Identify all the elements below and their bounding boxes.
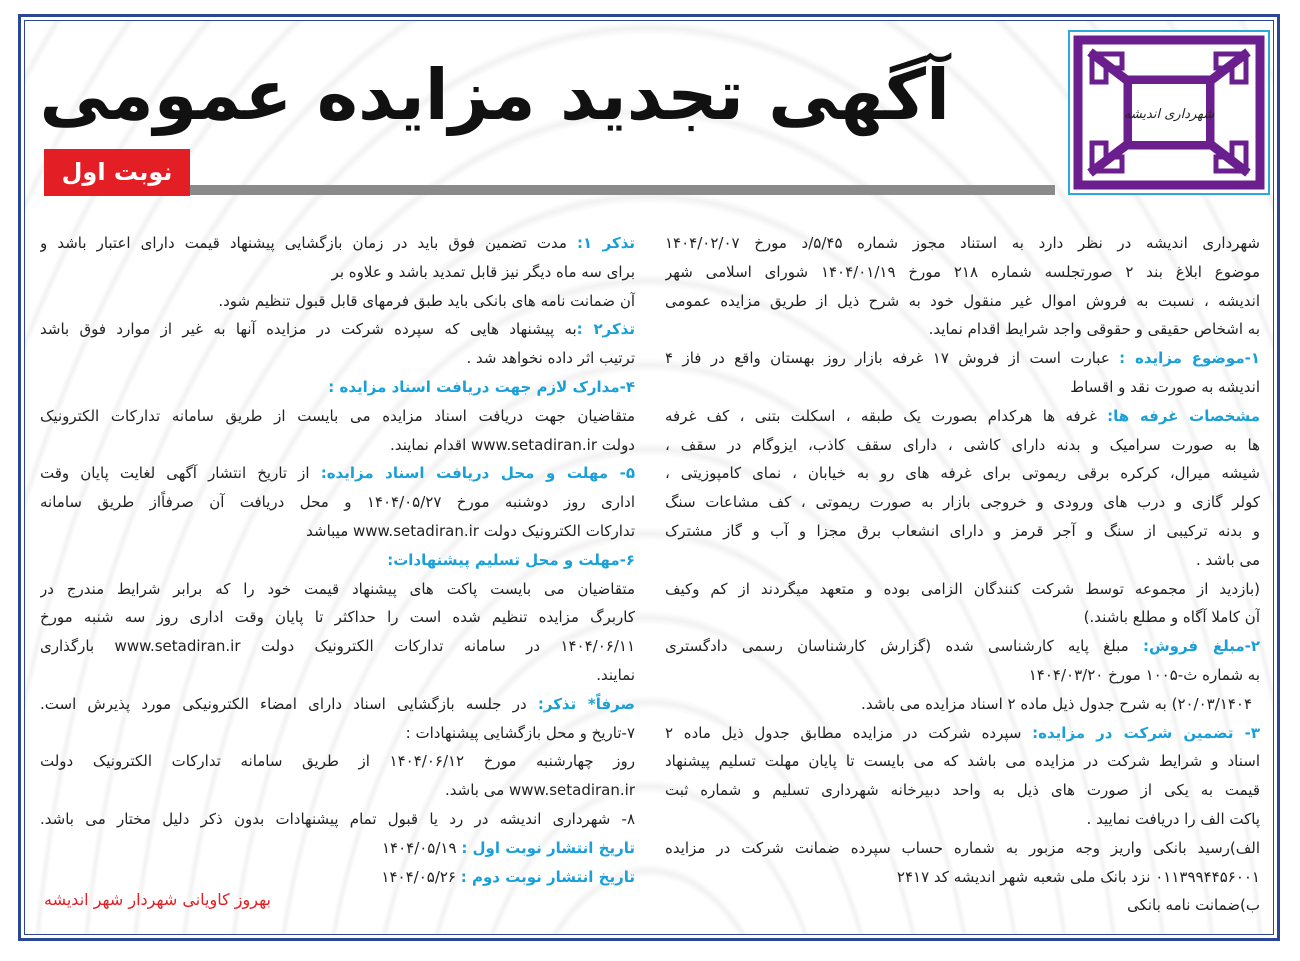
text-line [665,344,1260,373]
text-line [40,517,635,546]
text-line [665,776,1260,805]
text-line [40,488,635,517]
page-title: آگهی تجدید مزایده عمومی [39,54,950,136]
line-text: اداری روز دوشنبه مورخ ۱۴۰۴/۰۵/۲۷ و محل دریافت آن صرفاًاز طریق سامانه [40,493,635,512]
text-line [665,373,1260,402]
section-label: تذکر۲ : [576,320,635,339]
line-text: موضوع ابلاغ بند ۲ صورتجلسه شماره ۲۱۸ مورخ ۱۴۰۴/۰۱/۱۹ شورای اسلامی شهر [665,262,1260,281]
text-line [40,229,635,258]
text-line [40,287,635,316]
text-line [665,891,1260,920]
text-line [40,459,635,488]
text-line [665,431,1260,460]
text-line [665,287,1260,316]
section-label: تذکر ۱: [576,234,635,252]
section-label: ۶-مهلت و محل تسلیم پیشنهادات: [387,550,635,569]
line-text: آن ضمانت نامه های بانکی باید طبق فرمهای قابل قبول تنظیم شود. [218,291,635,310]
text-line [40,776,635,805]
line-text: مبلغ پایه کارشناسی شده (گزارش کارشناسان رسمی دادگستری [665,637,1143,656]
text-line [665,459,1260,488]
line-text: الف)رسید بانکی واریز وجه مزبور به شماره حساب سپرده ضمانت شرکت در مزایده [665,838,1260,857]
text-line [665,632,1260,661]
line-text: کولر گازی و درب های ورودی و خروجی بازار به صورت ریموتی ، کف مشاعات سنگ [665,493,1260,512]
line-text: و بدنه ترکیبی از سنگ و آجر قرمز و دارای انشعاب برق مجزا و آب و گاز مشترک [665,521,1260,540]
section-label: ۴-مدارک لازم جهت دریافت اسناد مزایده : [328,377,635,396]
text-line [40,603,635,632]
text-line [665,546,1260,575]
section-label: تاریخ انتشار نوبت اول : [461,838,635,857]
line-text: تدارکات الکترونیک دولت www.setadiran.ir میباشد [306,521,635,540]
line-text: به اشخاص حقیقی و حقوقی واجد شرایط اقدام نماید. [928,320,1260,339]
text-line [40,805,635,834]
text-line [40,315,635,344]
section-label: ۵- مهلت و محل دریافت اسناد مزایده: [320,464,635,483]
line-text: دولت www.setadiran.ir اقدام نمایند. [390,435,635,454]
line-text: آن کاملا آگاه و مطلع باشند.) [1083,608,1260,627]
text-line [665,488,1260,517]
line-text: متقاضیان می بایست پاکت های پیشنهاد قیمت خود را که برابر شرایط مندرج در [40,579,635,598]
text-line [665,603,1260,632]
text-line [665,690,1260,719]
text-line [40,863,635,892]
line-text: اسناد و شرایط شرکت در مزایده می باشد که می بایست تا پایان مهلت تسلیم پیشنهاد [665,752,1260,771]
text-line [665,805,1260,834]
text-line [665,834,1260,863]
line-text: به شماره ث-۱۰۰۵ مورخ ۱۴۰۴/۰۳/۲۰ [1028,665,1260,684]
line-text: نمایند. [596,665,635,684]
section-label: ۲-مبلغ فروش: [1142,637,1260,656]
section-label: مشخصات غرفه ها: [1107,406,1260,425]
line-text: ۱۴۰۴/۰۵/۲۶ [381,867,461,886]
line-text: اندیشه به صورت نقد و اقساط [1070,377,1260,396]
line-text: کاربرگ مزایده تنظیم شده است را حداکثر تا پایان وقت اداری روز سه شنبه مورخ [40,608,635,627]
line-text: از تاریخ انتشار آگهی لغایت پایان وقت [40,464,321,483]
line-text: غرفه ها هرکدام بصورت یک طبقه ، اسکلت بتنی ، کف غرفه [665,406,1108,425]
text-line [40,747,635,776]
line-text: قیمت به یکی از صورت های ذیل به واحد دبیرخانه شهرداری تسلیم و شماره ثبت [665,781,1260,800]
text-line [40,719,635,748]
text-line [665,719,1260,748]
text-line [665,575,1260,604]
line-text: ب)ضمانت نامه بانکی [1127,896,1260,915]
text-line [665,661,1260,690]
logo-emblem-icon [1070,32,1268,193]
line-text: می باشد . [1195,550,1260,569]
section-label: تاریخ انتشار نوبت دوم : [460,867,635,886]
line-text: به پیشنهاد هایی که سپرده شرکت در مزایده آنها به غیر از موارد فوق باشد [40,320,577,339]
line-text: (بازدید از مجموعه توسط شرکت کنندگان الزامی بوده و متعهد میگردند از کم وکیف [665,579,1260,598]
line-text: مدت تضمین فوق باید در زمان بازگشایی پیشنهاد قیمت دارای اعتبار باشد و [40,234,577,252]
text-line [665,747,1260,776]
logo-text: شهرداری اندیشه [1123,107,1215,122]
line-text: شیشه میرال، کرکره برقی ریموتی برای غرفه های رو به خیابان ، نمای کامپوزیتی ، [665,464,1260,483]
line-text: در جلسه بازگشایی اسناد دارای امضاء الکترونیکی مورد پذیرش است. [40,694,538,713]
line-text: www.setadiran.ir می باشد. [444,781,635,800]
left-column [40,229,635,891]
text-line [40,834,635,863]
text-line [40,661,635,690]
line-text: ترتیب اثر داده نخواهد شد . [466,349,635,368]
section-label: ۳- تضمین شرکت در مزایده: [1032,723,1260,742]
text-line [40,344,635,373]
text-line [40,632,635,661]
section-label: ۱-موضوع مزایده : [1119,349,1260,368]
municipality-logo [1068,30,1270,195]
text-line [665,863,1260,892]
text-line [40,258,635,287]
line-text: ها به صورت سرامیک و بدنه دارای کاشی ، دارای سقف کاذب، ایزوگام در سقف ، [665,435,1260,454]
text-line [665,258,1260,287]
header-divider [44,185,1055,195]
edition-badge: نوبت اول [44,149,190,196]
line-text: ۸- شهرداری اندیشه در رد یا قبول تمام پیشنهادات بدون ذکر دلیل مختار می باشد. [40,809,635,828]
line-text: سپرده شرکت در مزایده مطابق جدول ذیل ماده ۲ [665,723,1033,742]
line-text: ۱۴۰۴/۰۵/۱۹ [381,838,462,857]
text-line [665,229,1260,258]
text-line [40,690,635,719]
line-text: ۱۴۰۴/۰۶/۱۱ در سامانه تدارکات الکترونیک دولت www.setadiran.ir بارگذاری [40,637,635,656]
line-text: برای سه ماه دیگر نیز قابل تمدید باشد و علاوه بر [331,262,635,281]
line-text: متقاضیان جهت دریافت اسناد مزایده می بایست از طریق سامانه تدارکات الکترونیک [40,406,635,425]
text-line [40,373,635,402]
right-column [665,229,1260,920]
line-text: ۲۰/۰۳/۱۴۰۴) به شرح جدول ذیل ماده ۲ اسناد مزایده می باشد. [861,694,1252,713]
line-text: اندیشه ، نسبت به فروش اموال غیر منقول خود به شرح ذیل از طریق مزایده عمومی [665,291,1260,310]
signature: بهروز کاویانی شهردار شهر اندیشه [44,890,271,909]
text-line [665,402,1260,431]
text-line [40,402,635,431]
line-text: ۰۱۱۳۹۹۴۴۵۶۰۰۱ نزد بانک ملی شعبه شهر اندیشه کد ۲۴۱۷ [896,867,1260,886]
section-label: صرفاً* تذکر: [537,694,635,713]
text-line [40,431,635,460]
text-line [665,315,1260,344]
line-text: عبارت است از فروش ۱۷ غرفه بازار روز بهستان واقع در فاز ۴ [665,349,1120,368]
text-line [40,575,635,604]
line-text: روز چهارشنبه مورخ ۱۴۰۴/۰۶/۱۲ از طریق سامانه تدارکات الکترونیک دولت [40,752,635,771]
line-text: شهرداری اندیشه در نظر دارد به استناد مجوز شماره ۵/۴۵/د مورخ ۱۴۰۴/۰۲/۰۷ [665,234,1260,252]
text-line [40,546,635,575]
line-text: ۷-تاریخ و محل بازگشایی پیشنهادات : [405,723,635,742]
text-line [665,517,1260,546]
line-text: پاکت الف را دریافت نمایید . [1086,809,1260,828]
